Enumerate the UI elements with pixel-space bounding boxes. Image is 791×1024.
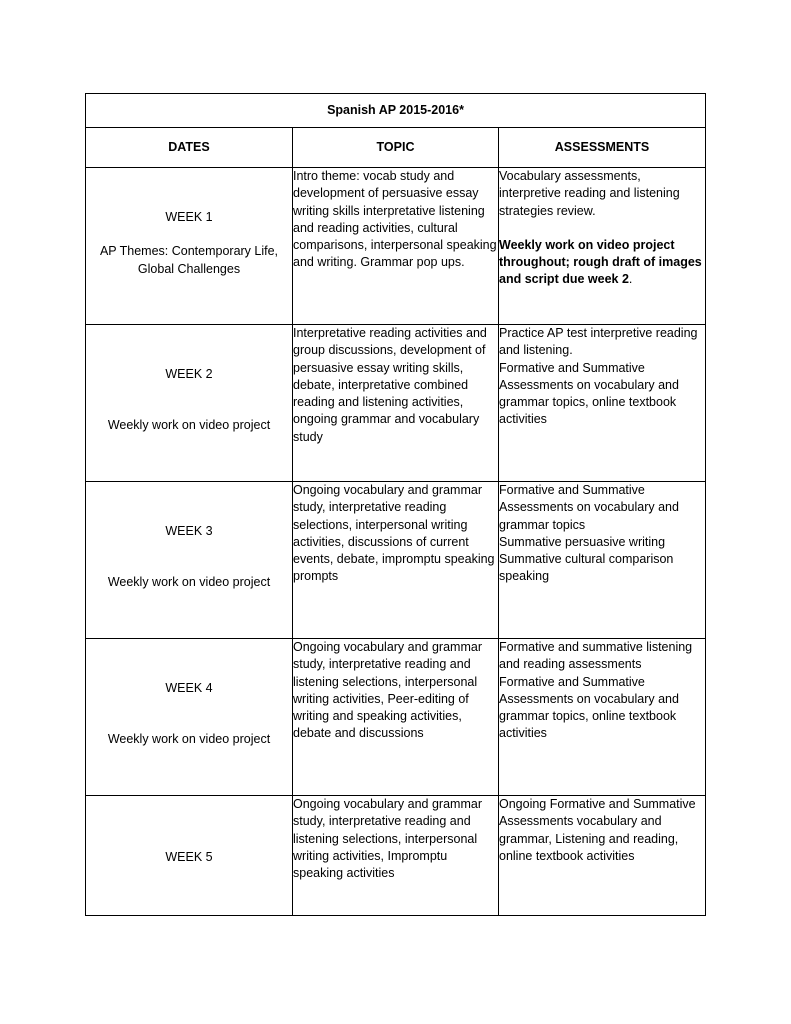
assessment-cell	[499, 639, 706, 796]
assessment-text: Practice AP test interpretive reading and listening. Formative and Summative Assessments on vocabulary and grammar topics, online textbook activities	[499, 326, 698, 427]
assessment-text: Formative and Summative Assessments on vocabulary and grammar topics Summative persuasive writing Summative cultural comparison speaking	[499, 483, 679, 584]
dates-cell	[86, 796, 293, 916]
week-label: WEEK 3	[165, 524, 213, 538]
topic-cell	[293, 796, 499, 916]
topic-text: Interpretative reading activities and group discussions, development of persuasive essay writing skills, debate, interpretative combined reading and listening activities, ongoing grammar and vocabulary study	[293, 326, 487, 444]
title-row	[86, 94, 706, 128]
topic-cell	[293, 482, 499, 639]
dates-cell	[86, 482, 293, 639]
topic-text: Ongoing vocabulary and grammar study, interpretative reading and listening selections, interpersonal writing activities, Impromptu speaking activities	[293, 797, 482, 881]
table-row	[86, 796, 706, 916]
dates-cell	[86, 639, 293, 796]
dates-cell	[86, 168, 293, 325]
week-note: Weekly work on video project	[107, 575, 271, 590]
assessment-text: Formative and summative listening and reading assessments Formative and Summative Assessments on vocabulary and grammar topics, online textbook activities	[499, 640, 693, 741]
dates-cell	[86, 325, 293, 482]
assessment-cell	[499, 325, 706, 482]
assessment-text: Vocabulary assessments, interpretive reading and listening strategies review.	[499, 169, 680, 218]
assessment-cell	[499, 168, 706, 325]
week-label: WEEK 5	[165, 850, 213, 864]
topic-text: Ongoing vocabulary and grammar study, interpretative reading and listening selections, interpersonal writing activities, Peer-editing of writing and speaking activities, debate and discussions	[293, 640, 482, 741]
week-note: Weekly work on video project	[107, 732, 271, 747]
table-row	[86, 168, 706, 325]
table-row	[86, 325, 706, 482]
column-header-topic: TOPIC	[293, 128, 499, 168]
column-header-assessments: ASSESSMENTS	[499, 128, 706, 168]
topic-cell	[293, 168, 499, 325]
assessment-text: Ongoing Formative and Summative Assessments vocabulary and grammar, Listening and reading, online textbook activities	[499, 797, 696, 863]
table-row	[86, 482, 706, 639]
week-label: WEEK 4	[165, 681, 213, 695]
table-title: Spanish AP 2015-2016*	[86, 94, 706, 128]
assessment-cell	[499, 796, 706, 916]
topic-text: Ongoing vocabulary and grammar study, interpretative reading selections, interpersonal writing activities, discussions of current events, debate, impromptu speaking prompts	[293, 483, 495, 584]
assessment-bold-note	[499, 237, 705, 289]
week-label: WEEK 1	[165, 210, 213, 224]
header-row	[86, 128, 706, 168]
topic-cell	[293, 639, 499, 796]
topic-cell	[293, 325, 499, 482]
table-row	[86, 639, 706, 796]
assessment-cell	[499, 482, 706, 639]
assessment-bold-text: Weekly work on video project throughout; rough draft of images and script due week 2	[499, 237, 702, 287]
schedule-table	[85, 93, 706, 916]
week-note: AP Themes: Contemporary Life, Global Challenges	[99, 244, 279, 276]
topic-text: Intro theme: vocab study and development of persuasive essay writing skills interpretative listening and reading activities, cultural comparisons, interpersonal speaking and writing. Grammar pop ups.	[293, 169, 497, 270]
week-note: Weekly work on video project	[107, 418, 271, 433]
column-header-dates: DATES	[86, 128, 293, 168]
assessment-bold-suffix: .	[628, 272, 633, 287]
week-label: WEEK 2	[165, 367, 213, 381]
